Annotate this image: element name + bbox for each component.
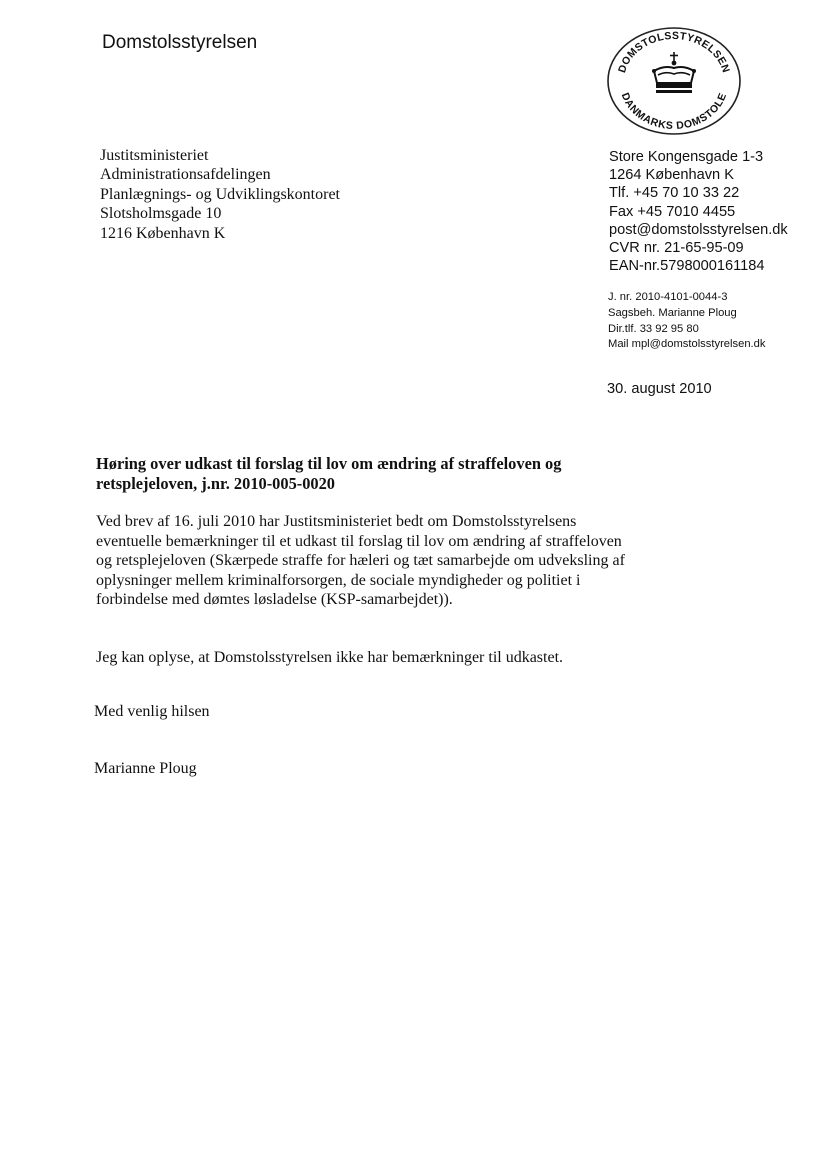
- sender-line: CVR nr. 21-65-95-09: [609, 240, 744, 257]
- recipient-line: Justitsministeriet: [100, 147, 209, 164]
- svg-text:DANMARKS DOMSTOLE: [619, 91, 730, 132]
- letter-date: 30. august 2010: [607, 381, 712, 397]
- closing-greeting: Med venlig hilsen: [94, 703, 210, 720]
- recipient-line: 1216 København K: [100, 224, 226, 242]
- crown-icon: [652, 52, 696, 93]
- body-paragraph-2: Jeg kan oplyse, at Domstolsstyrelsen ikke har bemærkninger til udkastet.: [96, 649, 564, 666]
- sender-line: post@domstolsstyrelsen.dk: [609, 221, 788, 238]
- letter-subject: Høring over udkast til forslag til lov om ændring af straffeloven og retsplejeloven, j.nr. 2010-005-0020: [96, 454, 562, 493]
- signer-name: Marianne Ploug: [94, 760, 197, 777]
- crown-seal-icon: [604, 25, 744, 137]
- case-details: [608, 290, 765, 353]
- case-line: Sagsbeh. Marianne Ploug: [608, 306, 737, 319]
- sender-line: 1264 København K: [609, 167, 734, 184]
- case-line: Dir.tlf. 33 92 95 80: [608, 322, 699, 335]
- seal-top-text: DOMSTOLSSTYRELSEN: [616, 29, 732, 75]
- recipient-line: Administrationsafdelingen: [100, 166, 271, 184]
- recipient-line: Planlægnings- og Udviklingskontoret: [100, 185, 340, 203]
- sender-address: [609, 148, 788, 275]
- case-line: J. nr. 2010-4101-0044-3: [608, 291, 728, 303]
- recipient-address: [100, 146, 340, 243]
- sender-line: Fax +45 7010 4455: [609, 203, 736, 220]
- sender-line: EAN-nr.5798000161184: [609, 258, 765, 275]
- sender-line: Tlf. +45 70 10 33 22: [609, 185, 740, 202]
- seal-bottom-text: DANMARKS DOMSTOLE: [618, 91, 730, 133]
- case-line: Mail mpl@domstolsstyrelsen.dk: [608, 338, 766, 351]
- body-paragraph-1: Ved brev af 16. juli 2010 har Justitsministeriet bedt om Domstolsstyrelsens eventuelle bemærkninger til et udkast til forslag til lov om ændring af straffeloven og retsplejeloven (Skærpede straffe for hæleri og tæt samarbejde om udveksling af oplysninger mellem kriminalforsorgen, de sociale myndigheder og politiet i forbindelse med dømtes løsladelse (KSP-samarbejdet)).: [96, 513, 625, 609]
- sender-line: Store Kongensgade 1-3: [609, 149, 764, 165]
- recipient-line: Slotsholmsgade 10: [100, 205, 222, 223]
- org-name: Domstolsstyrelsen: [102, 32, 258, 53]
